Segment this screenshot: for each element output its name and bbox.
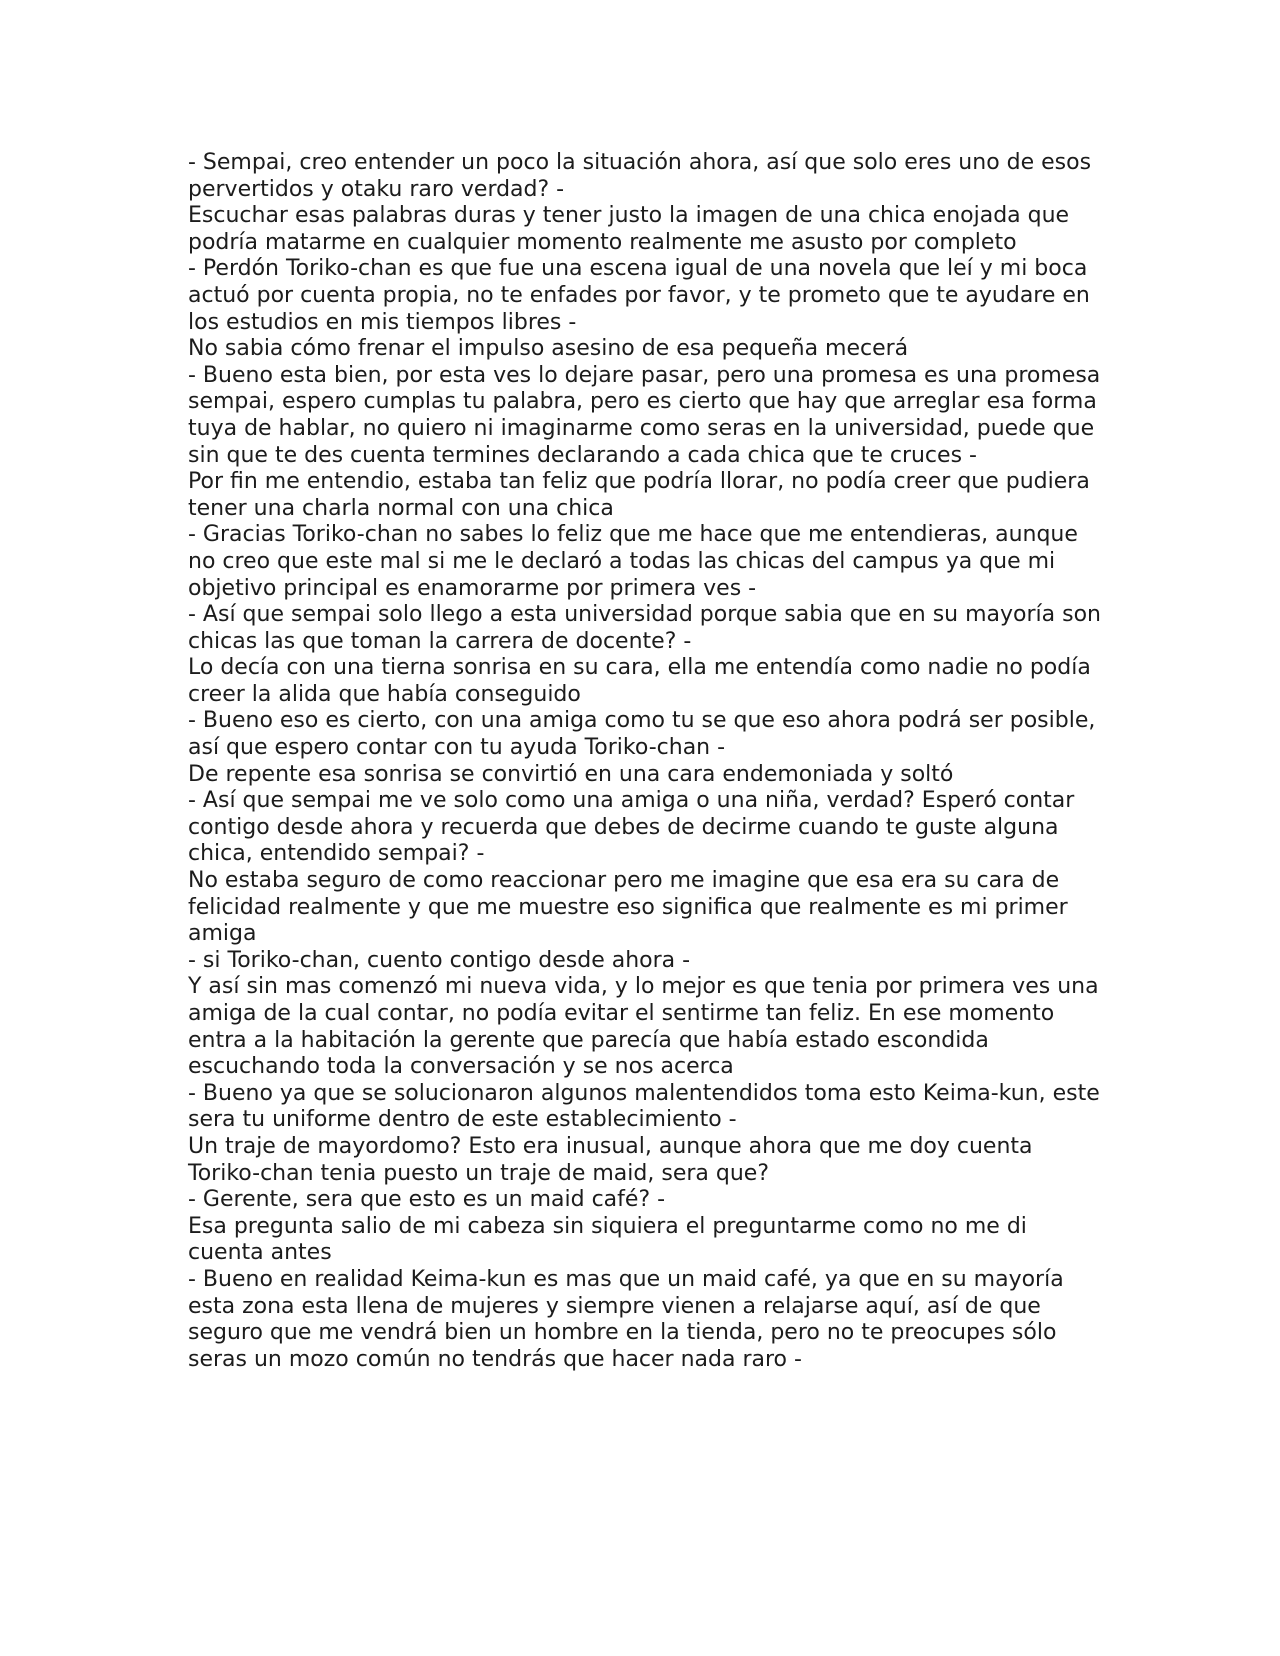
paragraph: Por fin me entendio, estaba tan feliz que podría llorar, no podía creer que pudiera tener una charla normal con una chica: [188, 469, 1090, 521]
paragraph: - Bueno eso es cierto, con una amiga como tu se que eso ahora podrá ser posible, así que espero contar con tu ayuda Toriko-chan -: [188, 708, 1096, 761]
paragraph: - Gracias Toriko-chan no sabes lo feliz que me hace que me entendieras, aunque no creo que este mal si me le declaró a todas las chicas del campus ya que mi objetivo principal es enamorarme por primera ves -: [188, 522, 1078, 601]
paragraph: - Perdón Toriko-chan es que fue una escena igual de una novela que leí y mi boca actuó por cuenta propia, no te enfades por favor, y te prometo que te ayudare en los estudios en mis tiempos libres -: [188, 256, 1090, 335]
paragraph: No estaba seguro de como reaccionar pero me imagine que esa era su cara de felicidad realmente y que me muestre eso significa que realmente es mi primer amiga: [188, 868, 1068, 947]
paragraph: - Bueno ya que se solucionaron algunos malentendidos toma esto Keima-kun, este sera tu uniforme dentro de este establecimiento -: [188, 1080, 1100, 1133]
paragraph: - Así que sempai solo llego a esta universidad porque sabia que en su mayoría son chicas las que toman la carrera de docente? -: [188, 602, 1101, 654]
paragraph: Lo decía con una tierna sonrisa en su cara, ella me entendía como nadie no podía creer la alida que había conseguido: [188, 655, 1091, 707]
paragraph: Escuchar esas palabras duras y tener justo la imagen de una chica enojada que podría matarme en cualquier momento realmente me asusto por completo: [188, 203, 1070, 255]
paragraph: Un traje de mayordomo? Esto era inusual, aunque ahora que me doy cuenta Toriko-chan tenia puesto un traje de maid, sera que?: [188, 1133, 1033, 1186]
document-page: [188, 150, 1108, 1373]
paragraph: De repente esa sonrisa se convirtió en una cara endemoniada y soltó: [188, 761, 954, 787]
paragraph: - Bueno esta bien, por esta ves lo dejare pasar, pero una promesa es una promesa sempai, espero cumplas tu palabra, pero es cierto que hay que arreglar esa forma tuya de hablar, no quiero ni imaginarme como seras en la universidad, puede que sin que te des cuenta termines declarando a cada chica que te cruces -: [188, 362, 1101, 468]
paragraph: No sabia cómo frenar el impulso asesino de esa pequeña mecerá: [188, 336, 909, 362]
paragraph: - Bueno en realidad Keima-kun es mas que un maid café, ya que en su mayoría esta zona esta llena de mujeres y siempre vienen a relajarse aquí, así de que seguro que me vendrá bien un hombre en la tienda, pero no te preocupes sólo seras un mozo común no tendrás que hacer nada raro -: [188, 1266, 1064, 1372]
paragraph: Y así sin mas comenzó mi nueva vida, y lo mejor es que tenia por primera ves una amiga de la cual contar, no podía evitar el sentirme tan feliz. En ese momento entra a la habitación la gerente que parecía que había estado escondida escuchando toda la conversación y se nos acerca: [188, 974, 1099, 1080]
paragraph: - Así que sempai me ve solo como una amiga o una niña, verdad? Esperó contar contigo desde ahora y recuerda que debes de decirme cuando te guste alguna chica, entendido sempai? -: [188, 788, 1075, 867]
paragraph: - Sempai, creo entender un poco la situación ahora, así que solo eres uno de esos pervertidos y otaku raro verdad? -: [188, 150, 1092, 202]
paragraph: - Gerente, sera que esto es un maid café? -: [188, 1187, 666, 1213]
paragraph: Esa pregunta salio de mi cabeza sin siquiera el preguntarme como no me di cuenta antes: [188, 1213, 1027, 1266]
paragraph: - si Toriko-chan, cuento contigo desde ahora -: [188, 947, 691, 973]
